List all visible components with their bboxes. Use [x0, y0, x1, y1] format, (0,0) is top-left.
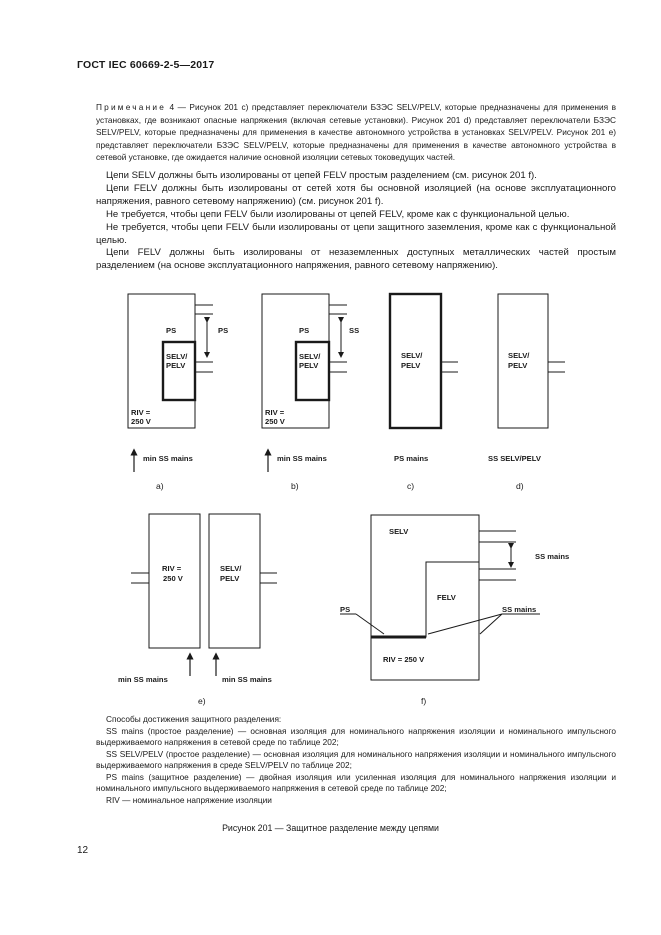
felv-label: FELV: [437, 593, 456, 602]
paragraph: Не требуется, чтобы цепи FELV были изолированы от цепи защитного заземления, кроме как с функциональной целью.: [96, 221, 616, 246]
legend-line: RIV — номинальное напряжение изоляции: [106, 794, 272, 805]
legend-line: Способы достижения защитного разделения:: [106, 714, 282, 724]
legend-line: SS SELV/PELV (простое разделение) — основная изоляция для номинального напряжения изоляции и номинального импульсного выдерживаемого напряжения в среде SELV/PELV по таблице 202;: [96, 748, 616, 770]
selv-label: SELV/: [401, 351, 423, 360]
selv-label: SELV/: [166, 352, 188, 361]
subfigure-label: c): [407, 481, 415, 491]
riv-label: RIV =: [265, 408, 285, 417]
riv-value: 250 V: [131, 417, 151, 426]
diagram-e: [118, 514, 277, 706]
riv-label: RIV =: [162, 564, 182, 573]
riv-value: 250 V: [163, 574, 183, 583]
subfigure-label: d): [516, 481, 524, 491]
arrow-label: min SS mains: [277, 454, 327, 463]
pelv-label: PELV: [220, 574, 240, 583]
subfigure-label: b): [291, 481, 299, 491]
diagram-a: [128, 294, 228, 491]
pelv-label: PELV: [401, 361, 421, 370]
figure-legend: [96, 714, 616, 806]
note-label: Примечание: [96, 102, 167, 112]
diagram-b: [262, 294, 359, 491]
paragraph: Не требуется, чтобы цепи FELV были изолированы от цепей FELV, кроме как с функциональной целью.: [106, 208, 570, 220]
ps-label: PS: [340, 605, 351, 614]
diagram-c: [390, 294, 458, 491]
arrow-label-left: min SS mains: [118, 675, 168, 684]
selv-label: SELV: [389, 527, 409, 536]
diagram-d: [488, 294, 565, 491]
note-text: 4 — Рисунок 201 c) представляет переключатели БЗЭС SELV/PELV, которые предназначены для применения в установках, где возникают опасные напряжения (включая сетевые установки). Рисунок 201 d) представляет переключатели БЗЭС SELV/PELV, которые предназначены для применения в качестве автономного устройства в установках SELV/PELV. Рисунок 201 e) представляет переключатели БЗЭС SELV/PELV, которые предназначены для применения в качестве автономного устройства в сетевой установке, где ожидается наличие основной изоляции сетевых токоведущих частей.: [96, 102, 616, 162]
figure-caption: Рисунок 201 — Защитное разделение между цепями: [222, 823, 439, 833]
pelv-label: PELV: [166, 361, 186, 370]
pelv-label: PELV: [508, 361, 528, 370]
selv-label: SELV/: [299, 352, 321, 361]
riv-label: RIV = 250 V: [383, 655, 425, 664]
ss-mains-side-label: SS mains: [535, 552, 570, 561]
selv-label: SELV/: [508, 351, 530, 360]
ps-mains-label: PS mains: [394, 454, 429, 463]
paragraph: Цепи SELV должны быть изолированы от цепей FELV простым разделением (см. рисунок 201 f).: [106, 170, 537, 181]
subfigure-label: e): [198, 696, 206, 706]
ps-side-label: PS: [218, 326, 229, 335]
arrow-label-right: min SS mains: [222, 675, 272, 684]
subfigure-label: f): [421, 696, 427, 706]
legend-line: PS mains (защитное разделение) — двойная изоляция или усиленная изоляция для номинального напряжения изоляции и номинального импульсного выдерживаемого напряжения в сетевой среде по таблице 202;: [96, 771, 616, 793]
document-header: ГОСТ IEC 60669-2-5—2017: [77, 59, 215, 71]
paragraph: Цепи FELV должны быть изолированы от сетей хотя бы основной изоляцией (на основе эксплуатационного напряжения, равного сетевому напряжению) (см. рисунок 201 f).: [96, 182, 616, 207]
ps-label: PS: [166, 326, 177, 335]
subfigure-label: a): [156, 481, 164, 491]
riv-label: RIV =: [131, 408, 151, 417]
riv-value: 250 V: [265, 417, 285, 426]
ss-side-label: SS: [349, 326, 360, 335]
pelv-label: PELV: [299, 361, 319, 370]
diagram-f: [340, 515, 569, 706]
selv-label: SELV/: [220, 564, 242, 573]
ps-label: PS: [299, 326, 310, 335]
ss-mains-inner-label: SS mains: [502, 605, 537, 614]
arrow-label: min SS mains: [143, 454, 193, 463]
ss-selv-pelv-label: SS SELV/PELV: [488, 454, 541, 463]
paragraph: Цепи FELV должны быть изолированы от незаземленных доступных металлических частей простым разделением (на основе эксплуатационного напряжения, равного сетевому напряжению).: [96, 247, 616, 272]
page-number: 12: [77, 845, 89, 856]
legend-line: SS mains (простое разделение) — основная изоляция для номинального напряжения изоляции и номинального импульсного выдерживаемого напряжения в сетевой среде по таблице 202;: [96, 725, 616, 747]
